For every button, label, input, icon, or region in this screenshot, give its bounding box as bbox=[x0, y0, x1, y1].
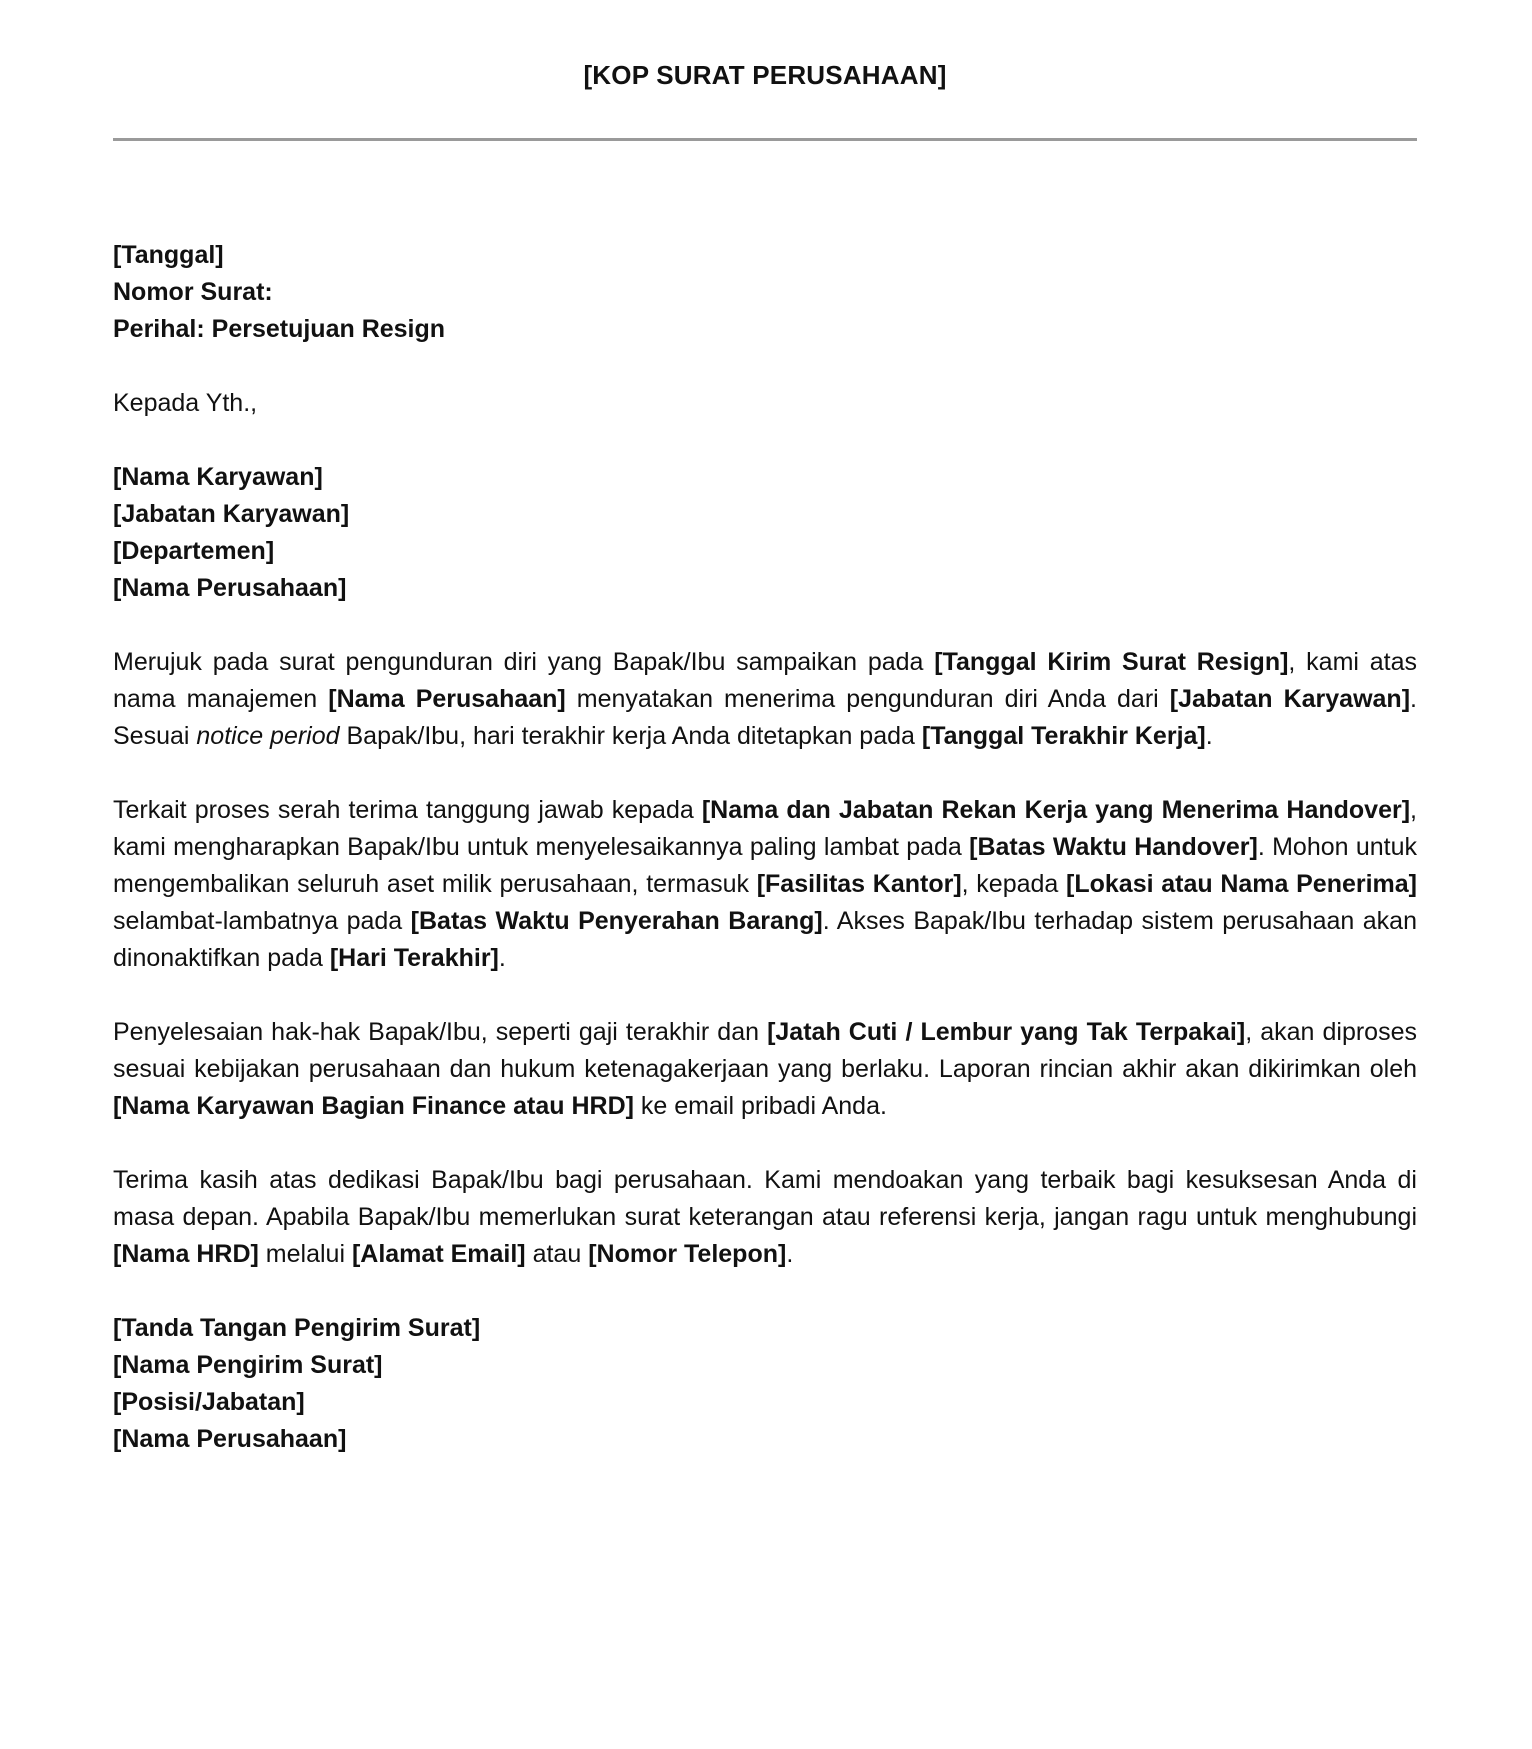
recipient-line-department: [Departemen] bbox=[113, 537, 275, 566]
placeholder-token: [Jabatan Karyawan] bbox=[1169, 685, 1411, 714]
placeholder-token: [Jatah Cuti / Lembur yang Tak Terpakai] bbox=[767, 1018, 1246, 1047]
letterhead-title: [KOP SURAT PERUSAHAAN] bbox=[583, 60, 947, 90]
body-text: atau bbox=[525, 1240, 589, 1269]
recipient-line-name: [Nama Karyawan] bbox=[113, 463, 323, 492]
body-text: , akan diproses sesuai kebijakan perusahaan dan hukum ketenagakerjaan yang berlaku. Laporan rincian akhir akan dikirimkan oleh bbox=[113, 1018, 1417, 1084]
body-text: , kami mengharapkan Bapak/Ibu untuk menyelesaikannya paling lambat pada bbox=[113, 796, 1417, 862]
placeholder-token: [Tanggal Kirim Surat Resign] bbox=[934, 648, 1289, 677]
recipient-block bbox=[113, 459, 1417, 607]
body-text: ke email pribadi Anda. bbox=[633, 1092, 887, 1121]
body-text: , kami atas nama manajemen bbox=[113, 648, 1417, 714]
body-text: , kepada bbox=[961, 870, 1067, 899]
body-text: menyatakan menerima pengunduran diri Anda dari bbox=[565, 685, 1170, 714]
placeholder-token: [Nama HRD] bbox=[113, 1240, 259, 1269]
paragraph-4 bbox=[113, 1162, 1417, 1273]
meta-line-subject: Perihal: Persetujuan Resign bbox=[113, 315, 446, 344]
salutation-block bbox=[113, 385, 1417, 422]
meta-line-date: [Tanggal] bbox=[113, 241, 224, 270]
signature-line-company: [Nama Perusahaan] bbox=[113, 1425, 347, 1454]
paragraph-3 bbox=[113, 1014, 1417, 1125]
placeholder-token: [Nama dan Jabatan Rekan Kerja yang Menerima Handover] bbox=[701, 796, 1411, 825]
body-text: . Akses Bapak/Ibu terhadap sistem perusahaan akan dinonaktifkan pada bbox=[113, 907, 1417, 973]
signature-block bbox=[113, 1310, 1417, 1458]
placeholder-token: [Nama Perusahaan] bbox=[328, 685, 566, 714]
salutation-line: Kepada Yth., bbox=[113, 389, 258, 418]
placeholder-token: [Hari Terakhir] bbox=[329, 944, 499, 973]
paragraph-2 bbox=[113, 792, 1417, 977]
placeholder-token: [Lokasi atau Nama Penerima] bbox=[1066, 870, 1418, 899]
letter-body bbox=[113, 141, 1417, 1458]
body-text: Terkait proses serah terima tanggung jawab kepada bbox=[113, 796, 702, 825]
recipient-line-company: [Nama Perusahaan] bbox=[113, 574, 347, 603]
placeholder-token: [Tanggal Terakhir Kerja] bbox=[921, 722, 1206, 751]
emphasis-text: notice period bbox=[196, 722, 340, 751]
placeholder-token: [Nama Karyawan Bagian Finance atau HRD] bbox=[113, 1092, 634, 1121]
body-text: . Sesuai bbox=[113, 685, 1417, 751]
placeholder-token: [Nomor Telepon] bbox=[588, 1240, 787, 1269]
signature-line-sender-name: [Nama Pengirim Surat] bbox=[113, 1351, 383, 1380]
placeholder-token: [Alamat Email] bbox=[351, 1240, 526, 1269]
body-text: . bbox=[1205, 722, 1213, 751]
signature-line-sender-position: [Posisi/Jabatan] bbox=[113, 1388, 305, 1417]
placeholder-token: [Batas Waktu Penyerahan Barang] bbox=[410, 907, 823, 936]
meta-line-letter-number: Nomor Surat: bbox=[113, 278, 273, 307]
body-text: Terima kasih atas dedikasi Bapak/Ibu bagi perusahaan. Kami mendoakan yang terbaik bagi kesuksesan Anda di masa depan. Apabila Bapak/Ibu memerlukan surat keterangan atau referensi kerja, jangan ragu untuk menghubungi bbox=[113, 1166, 1417, 1232]
body-text: melalui bbox=[258, 1240, 352, 1269]
body-text: . bbox=[786, 1240, 794, 1269]
signature-line-signature: [Tanda Tangan Pengirim Surat] bbox=[113, 1314, 481, 1343]
body-text: Bapak/Ibu, hari terakhir kerja Anda ditetapkan pada bbox=[339, 722, 922, 751]
body-text: Penyelesaian hak-hak Bapak/Ibu, seperti gaji terakhir dan bbox=[113, 1018, 768, 1047]
body-text: Merujuk pada surat pengunduran diri yang Bapak/Ibu sampaikan pada bbox=[113, 648, 935, 677]
body-text: . Mohon untuk mengembalikan seluruh aset milik perusahaan, termasuk bbox=[113, 833, 1417, 899]
body-text: . bbox=[498, 944, 506, 973]
recipient-line-position: [Jabatan Karyawan] bbox=[113, 500, 350, 529]
body-text: selambat-lambatnya pada bbox=[113, 907, 411, 936]
letter-meta-block bbox=[113, 237, 1417, 348]
placeholder-token: [Fasilitas Kantor] bbox=[756, 870, 962, 899]
paragraph-1 bbox=[113, 644, 1417, 755]
placeholder-token: [Batas Waktu Handover] bbox=[969, 833, 1258, 862]
